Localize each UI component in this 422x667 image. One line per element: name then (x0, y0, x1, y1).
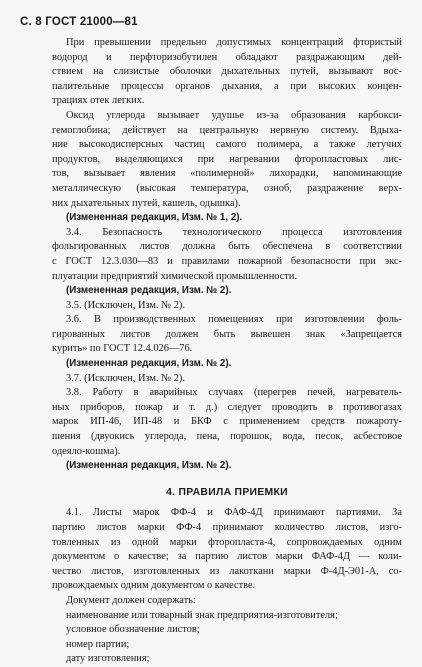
text-line: 3.4. Безопасность технологического процесса изготовления (66, 226, 402, 238)
text-line: гированных листов должен быть вывешен знак «Запрещается (52, 328, 402, 340)
text-line: Оксид углерода вызывает удушье из-за образования карбокси- (66, 109, 402, 121)
text-line: шения (двуокись углерода, пена, порошок, вода, песок, асбестовое (52, 431, 402, 443)
list-item: номер партии; (66, 638, 130, 650)
text-line: тов, вызывает явления «полимерной» лихорадки, напоминающие (52, 168, 402, 180)
paragraph-toxic-effects (52, 36, 402, 109)
text-line: плуатации предприятий химической промышленности. (52, 270, 298, 282)
text-line: ных приборов, пожар и т. д.) следует проводить в противогазах (52, 401, 402, 413)
text-line: товленных из одной марки фторопласта-4, сопровождаемых одним (52, 536, 402, 548)
paragraph-3-7: 3.7. (Исключен, Изм. № 2). (66, 372, 185, 384)
text-line: палительные процессы органов дыхания, а при высоких концен- (52, 80, 402, 92)
document-body (52, 36, 402, 667)
text-line: металлическую (высокая температура, озноб, раздражение верх- (52, 182, 402, 194)
text-line: 4.1. Листы марок ФФ-4 и ФАФ-4Д принимают партиями. За (66, 507, 402, 519)
revision-note: (Измененная редакция, Изм. № 2). (66, 460, 232, 472)
section-title: 4. ПРАВИЛА ПРИЕМКИ (166, 486, 288, 498)
text-line: ние высокодисперсных частиц самого полимера, а также летучих (52, 139, 402, 151)
text-line: фольгированных листов должна быть обеспечена в соответствии (52, 241, 402, 253)
document-contents-intro: Документ должен содержать: (66, 594, 196, 606)
paragraph-3-8 (52, 386, 402, 459)
text-line: партию листов марки ФФ-4 принимают количество листов, изго- (52, 522, 402, 533)
text-line: 3.6. В производственных помещениях при изготовлении фоль- (66, 314, 402, 326)
text-line: чество листов, изготовленных из лакоткани марки Ф-4Д-Э01-А, со- (52, 565, 402, 577)
text-line: одеяло-кошма). (52, 445, 121, 457)
paragraph-3-4 (52, 226, 402, 284)
text-line: провождаемых одним документом о качестве. (52, 580, 256, 592)
paragraph-carbon-oxide (52, 109, 402, 211)
list-item: наименование или товарный знак предприятия-изготовителя; (66, 609, 338, 621)
paragraph-3-6 (52, 313, 402, 357)
text-line: них дыхательных путей, кашель, одышка). (52, 197, 241, 209)
list-item: условное обозначение листов; (66, 624, 200, 636)
revision-note: (Измененная редакция, Изм. № 2). (66, 285, 232, 297)
text-line: документом о качестве; за партию листов марки ФАФ-4Д — коли- (52, 551, 402, 563)
text-line: водород и перфторизобутилен обладают раздражающим дей- (52, 51, 402, 63)
text-line: гемоглобина; действует на центральную нервную систему. Вдыха- (52, 124, 402, 136)
revision-note: (Измененная редакция, Изм. № 1, 2). (66, 212, 243, 224)
revision-note: (Измененная редакция, Изм. № 2). (66, 358, 232, 370)
text-line: 3.8. Работу в аварийных случаях (перегрев печей, нагреватель- (66, 387, 402, 399)
text-line: с ГОСТ 12.3.030—83 и правилами пожарной безопасности при экс- (52, 255, 402, 267)
text-line: курить» по ГОСТ 12.4.026—76. (52, 343, 193, 355)
text-line: продуктов, выделяющихся при нагревании фторопластовых лис- (52, 153, 402, 165)
text-line: ствием на слизистые оболочки дыхательных путей, вызывают вос- (52, 66, 402, 78)
text-line: трациях отек легких. (52, 95, 145, 107)
list-item: дату изготовления; (66, 653, 150, 665)
paragraph-4-1 (52, 506, 402, 594)
paragraph-3-5: 3.5. (Исключен, Изм. № 2). (66, 299, 185, 311)
page-header: С. 8 ГОСТ 21000—81 (20, 16, 138, 28)
text-line: марок ИП-46, ИП-48 и БКФ с применением средств пожароту- (52, 416, 402, 428)
text-line: При превышении предельно допустимых концентраций фтористый (66, 37, 402, 48)
